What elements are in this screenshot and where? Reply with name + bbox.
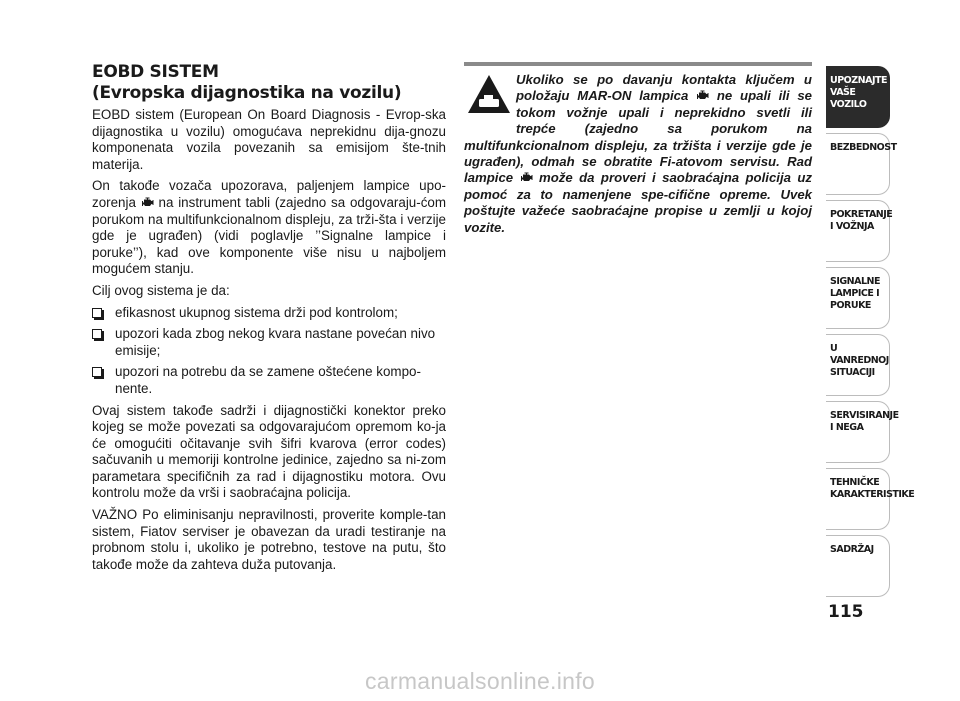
engine-check-icon: [696, 90, 709, 101]
paragraph-warning-light: [92, 178, 446, 278]
tab-servisiranje-i-nega[interactable]: [826, 401, 899, 463]
tab-pokretanje-i-voznja[interactable]: [826, 200, 893, 262]
tab-label: U VANREDNOJ SITUACIJI: [830, 343, 889, 378]
list-item: [92, 305, 446, 322]
list-item-text: efikasnost ukupnog sistema drži pod kontrolom;: [115, 304, 398, 320]
paragraph-connector: Ovaj sistem takođe sadrži i dijagnostički konektor preko kojeg se može povezati sa odgovarajućom opremom ko-ja će omogućiti očitavanje svih šifri kvarova (error codes) sačuvanih u memoriji kontrolne jedinice, zajedno sa ni-zom parametara specifičnih za rad i dijagnostiku motora. Ovu kontrolu može da vrši i saobraćajna policija.: [92, 402, 446, 501]
paragraph-text-a: On takođe vozača upozorava, paljenjem lampice upo-zorenja: [92, 178, 446, 210]
checkbox-bullet-icon: [92, 329, 102, 339]
tab-upoznajte-vase-vozilo[interactable]: [826, 66, 890, 128]
paragraph-intro: EOBD sistem (European On Board Diagnosis - Evrop-ska dijagnostika u vozilu) omogućava neprekidnu dija-gnozu komponenata vozila povezanih sa emisijom šte-tnih materija.: [92, 107, 446, 172]
tab-signalne-lampice[interactable]: [826, 267, 890, 329]
engine-check-icon: [520, 172, 533, 183]
tab-label: UPOZNAJTE VAŠE VOZILO: [830, 75, 887, 110]
tab-bezbednost[interactable]: [826, 133, 897, 195]
goal-list: [92, 305, 446, 398]
paragraph-text-b: na instrument tabli (zajedno sa odgovaraju-ćom porukom na multifunkcionalnom displeju, za trži-šta i verzije gde je ugrađen) (vidi poglavlje ’’Signalne lampice i poruke’’), kad ove komponente više nisu u najboljem mogućem stanju.: [92, 194, 446, 277]
list-item: [92, 364, 446, 397]
warning-text-a: Ukoliko se po davanju kontakta ključem u položaju MAR-ON lampica: [516, 72, 812, 104]
title-line-2: (Evropska dijagnostika na vozilu): [92, 83, 402, 103]
paragraph-goal: Cilj ovog sistema je da:: [92, 282, 230, 298]
warning-text: [464, 72, 812, 236]
page-number: 115: [828, 602, 864, 622]
tab-label: SERVISIRANJE I NEGA: [830, 410, 899, 433]
list-item-text: upozori kada zbog nekog kvara nastane povećan nivo emisije;: [115, 326, 436, 358]
tab-tehnicke-karakteristike[interactable]: [826, 468, 915, 530]
warning-text-c: može da proveri i saobraćajna policija uz pomoć za to namenjene spe-cifične opreme. Uvek poštujte važeće saobraćajne propise u zemlji u kojoj vozite.: [464, 170, 813, 235]
title-line-1: EOBD SISTEM: [92, 62, 219, 82]
checkbox-bullet-icon: [92, 308, 102, 318]
tab-label: BEZBEDNOST: [830, 142, 897, 153]
section-title: [92, 62, 446, 104]
tab-label: SIGNALNE LAMPICE I PORUKE: [830, 276, 880, 311]
paragraph-important: VAŽNO Po eliminisanju nepravilnosti, proverite komple-tan sistem, Fiatov serviser je obavezan da uradi testiranje na probnom stolu i, ukoliko je potrebno, testove na putu, što takođe može da zahteva duža putovanja.: [92, 507, 446, 572]
list-item: [92, 326, 446, 359]
tab-label: SADRŽAJ: [830, 544, 874, 555]
watermark: carmanualsonline.info: [364, 668, 596, 694]
tab-sadrzaj[interactable]: [826, 535, 890, 597]
checkbox-bullet-icon: [92, 367, 102, 377]
list-item-text: upozori na potrebu da se zamene oštećene kompo-nente.: [115, 364, 421, 396]
tab-u-vanrednoj-situaciji[interactable]: [826, 334, 890, 396]
tab-label: POKRETANJE I VOŽNJA: [830, 209, 893, 232]
warning-divider: [464, 62, 812, 66]
engine-check-icon: [141, 197, 154, 208]
tab-label: TEHNIČKE KARAKTERISTIKE: [830, 477, 915, 500]
warning-text-b: ne upali ili se tokom vožnje upali i neprekidno svetli ili trepće (zajedno sa porukom na multifunkcionalnom displeju, za tržišta i verzije gde je ugrađen), odmah se obratite Fi-atovom servisu. Rad lampice: [464, 88, 812, 186]
article-column: [92, 62, 446, 578]
